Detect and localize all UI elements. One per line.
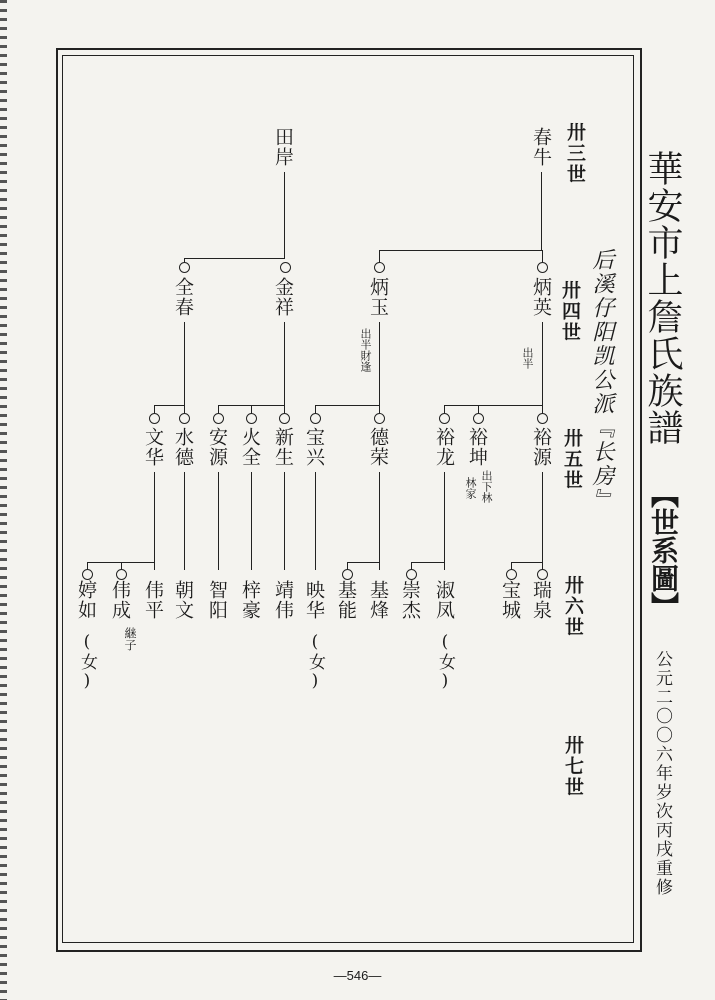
person-yukun: 裕坤 (466, 427, 488, 467)
person-anyuan: 安源 (206, 427, 228, 467)
person-chongjie: 崇杰 (399, 580, 421, 620)
line (542, 472, 543, 562)
person-xinsheng: 新生 (272, 427, 294, 467)
line (444, 405, 542, 406)
person-marker (537, 413, 548, 424)
line (284, 172, 285, 258)
note-yukun-a: 出下林 (480, 470, 493, 503)
person-quanchun: 全春 (172, 277, 194, 317)
note-female-shufeng: (女) (435, 632, 455, 692)
person-bingying: 炳英 (530, 277, 552, 317)
line (315, 472, 316, 570)
person-marker (149, 413, 160, 424)
person-marker (280, 262, 291, 273)
line (411, 562, 444, 563)
line (154, 405, 184, 406)
generation-33-label: 卅三世 (564, 122, 586, 185)
person-chunniu: 春牛 (530, 127, 552, 167)
note-female-yinghua: (女) (305, 632, 325, 692)
person-bingyu: 炳玉 (367, 277, 389, 317)
person-shuide: 水德 (172, 427, 194, 467)
person-derong: 德荣 (367, 427, 389, 467)
person-marker (213, 413, 224, 424)
person-marker (179, 413, 190, 424)
line (511, 562, 542, 563)
person-chaowen: 朝文 (172, 580, 194, 620)
person-yinghua: 映华 (303, 580, 325, 620)
person-zhiyang: 智阳 (206, 580, 228, 620)
date-note: 公元二〇〇六年岁次丙戌重修 (652, 650, 672, 897)
person-jingwei: 靖伟 (272, 580, 294, 620)
note-bingyu: 出半財逢 (359, 328, 372, 372)
line (379, 322, 380, 405)
person-jinxiang: 金祥 (272, 277, 294, 317)
line (184, 472, 185, 570)
person-marker (342, 569, 353, 580)
line (541, 172, 542, 250)
generation-37-label: 卅七世 (562, 735, 584, 798)
line (184, 322, 185, 405)
generation-36-label: 卅六世 (562, 575, 584, 638)
person-marker (506, 569, 517, 580)
generation-34-label: 卅四世 (559, 280, 581, 343)
person-ruiquan: 瑞泉 (530, 580, 552, 620)
binding-edge (0, 0, 7, 1000)
person-marker (439, 413, 450, 424)
line (315, 405, 379, 406)
person-marker (473, 413, 484, 424)
person-tianan: 田岸 (272, 127, 294, 167)
person-weicheng: 伟成 (109, 580, 131, 620)
section-title: 【世系圖】 (647, 480, 680, 620)
person-jifeng: 基烽 (367, 580, 389, 620)
person-marker (374, 413, 385, 424)
person-jineng: 基能 (335, 580, 357, 620)
page-frame-inner (62, 55, 634, 943)
person-tingru: 婷如 (75, 580, 97, 620)
line (347, 562, 379, 563)
line (284, 472, 285, 570)
line (218, 472, 219, 570)
generation-35-label: 卅五世 (561, 428, 583, 491)
line (444, 472, 445, 562)
person-marker (537, 262, 548, 273)
branch-title: 后溪仔阳凯公派『长房』 (589, 248, 614, 512)
person-shufeng: 淑凤 (433, 580, 455, 620)
line (154, 562, 155, 570)
person-weiping: 伟平 (142, 580, 164, 620)
person-huoquan: 火全 (239, 427, 261, 467)
person-marker (279, 413, 290, 424)
person-marker (179, 262, 190, 273)
person-marker (406, 569, 417, 580)
line (184, 258, 285, 259)
note-female-tingru: (女) (77, 632, 97, 692)
person-wenhua: 文华 (142, 427, 164, 467)
note-yukun-b: 林家 (464, 477, 477, 499)
line (444, 562, 445, 570)
note-weicheng: 継子 (123, 627, 137, 651)
person-marker (310, 413, 321, 424)
line (379, 562, 380, 570)
line (251, 472, 252, 570)
person-marker (116, 569, 127, 580)
person-zihao: 梓豪 (239, 580, 261, 620)
person-baoxing: 宝兴 (303, 427, 325, 467)
person-yuyuan: 裕源 (530, 427, 552, 467)
person-marker (82, 569, 93, 580)
line (379, 472, 380, 562)
person-yulong: 裕龙 (433, 427, 455, 467)
person-marker (246, 413, 257, 424)
line (284, 322, 285, 405)
page-number: —546— (333, 968, 382, 983)
person-marker (374, 262, 385, 273)
person-baocheng: 宝城 (499, 580, 521, 620)
note-bingying: 出半 (521, 347, 534, 369)
person-marker (537, 569, 548, 580)
book-title: 華安市上詹氏族譜 (642, 150, 683, 446)
line (542, 322, 543, 405)
line (154, 472, 155, 562)
line (379, 250, 542, 251)
